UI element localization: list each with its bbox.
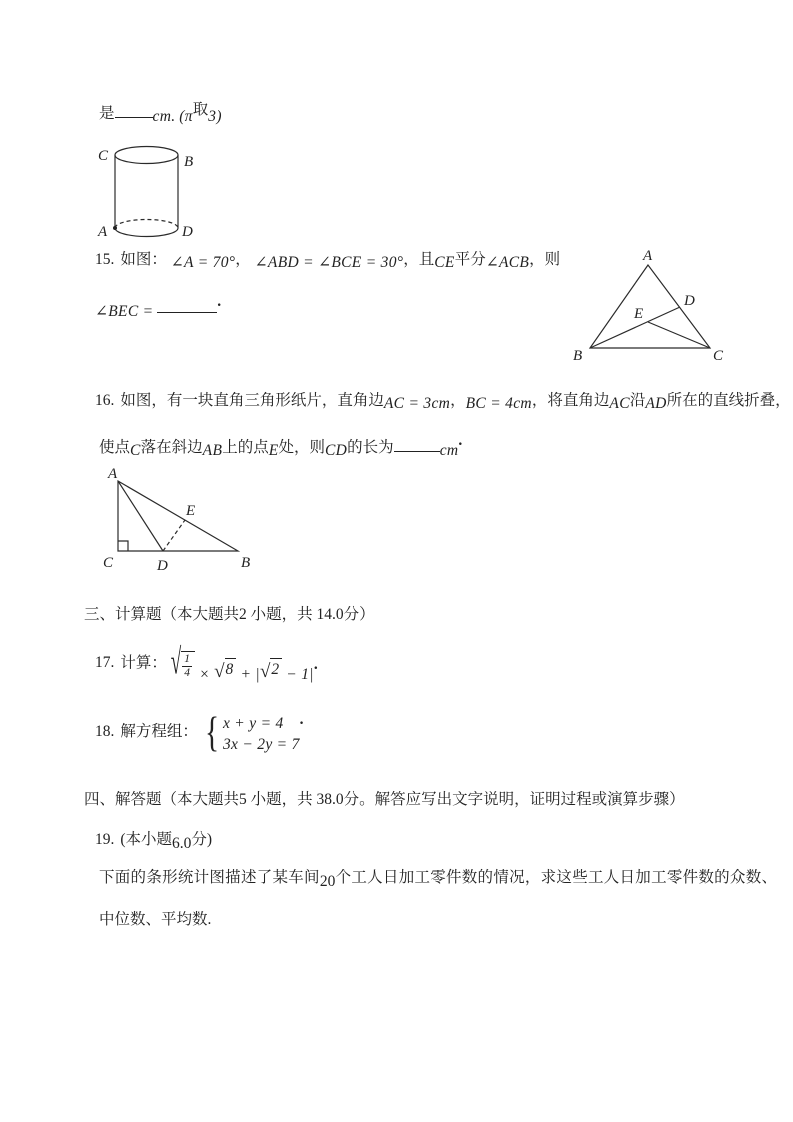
fraction-numerator: 1 — [182, 653, 192, 667]
q15-math-bec: ∠BEC = — [95, 303, 154, 320]
cylinder-diagram — [95, 136, 207, 248]
radical-sign: √ — [259, 661, 271, 683]
q16-comma1: ， — [450, 392, 466, 409]
right-angle-marker — [118, 541, 128, 551]
vertex-label-e: E — [634, 306, 644, 322]
question-16-line2 — [99, 432, 463, 459]
equation-system — [202, 710, 304, 757]
vertex-label-a: A — [98, 224, 108, 240]
vertex-label-b: B — [573, 348, 583, 364]
q16-text8: 处，则 — [278, 439, 326, 456]
q16-text2: ，将直角边 — [531, 392, 610, 409]
q14-prefix: 是 — [99, 105, 115, 122]
q14-pi-note: 取 — [192, 101, 209, 118]
q18-period: . — [299, 711, 304, 728]
q15-text-bisects: 平分 — [454, 251, 486, 268]
section-4-heading-text: 四、解答题（本大题共5 小题，共 38.0分。解答应写出文字说明，证明过程或演算步骤） — [84, 791, 685, 808]
q16-math-c: C — [130, 442, 141, 459]
section-3-heading — [84, 605, 375, 625]
q15-text-and: ，且 — [403, 251, 435, 268]
q17-period: . — [313, 656, 318, 674]
question-15-number: 15. — [95, 251, 115, 268]
fraction-one-fourth — [182, 653, 192, 680]
q19-para-b: 个工人日加工零件数的情况，求这些工人日加工零件数的众数、中位数、平均数. — [99, 869, 777, 928]
radicand — [181, 651, 195, 680]
radicand: 2 — [270, 658, 282, 680]
q16-math-bc4: BC = 4cm — [465, 395, 532, 412]
q16-math-e: E — [268, 442, 279, 459]
sqrt-two — [259, 658, 282, 683]
section-3-heading-text: 三、计算题（本大题共2 小题，共 14.0分） — [84, 606, 375, 623]
radical-sign: √ — [214, 661, 225, 683]
times-operator: × — [194, 666, 215, 684]
question-17-number: 17. — [95, 654, 115, 672]
vertex-label-b: B — [241, 555, 251, 571]
vertex-label-a: A — [108, 466, 118, 482]
q19-head-close: 分) — [191, 831, 213, 848]
q16-unit: cm — [439, 442, 459, 459]
q16-math-ab: AB — [202, 442, 223, 459]
question-18-number: 18. — [95, 723, 115, 741]
question-15-line1 — [95, 250, 560, 270]
fraction-denominator: 4 — [184, 667, 190, 680]
radicand: 8 — [225, 658, 237, 680]
q16-text4: 所在的直线折叠， — [666, 392, 791, 409]
vertex-label-d: D — [157, 558, 168, 574]
vertex-label-c: C — [98, 148, 109, 164]
question-19-paragraph — [99, 857, 777, 941]
q16-text5: 使点 — [99, 439, 131, 456]
q19-worker-count: 20 — [319, 873, 336, 890]
q16-period: . — [458, 432, 463, 449]
right-triangle-diagram-q16 — [95, 466, 270, 576]
question-17 — [95, 642, 318, 684]
q16-math-cd: CD — [325, 442, 348, 459]
q14-pi-open: (π — [179, 108, 193, 125]
q15-math-angles: ∠ABD = ∠BCE = 30° — [254, 254, 404, 271]
vertex-label-a: A — [643, 248, 653, 264]
q15-lead: 如图： — [120, 251, 167, 268]
sqrt-eight — [214, 658, 236, 683]
vertex-label-b: B — [184, 154, 194, 170]
equation-1: x + y = 4 — [222, 715, 284, 732]
q14-answer-blank — [115, 103, 153, 118]
plus-abs-operator: + | — [236, 666, 260, 684]
q16-math-ac3: AC = 3cm — [383, 395, 451, 412]
question-14-answer-line — [99, 103, 222, 124]
vertex-label-e: E — [186, 503, 196, 519]
triangle-diagram-q15 — [565, 248, 730, 363]
system-brace: { — [204, 710, 219, 757]
radical-sign: √ — [170, 643, 182, 684]
q17-label: 计算： — [120, 654, 167, 672]
question-19-number: 19. — [95, 831, 115, 848]
question-16-line1 — [95, 391, 791, 411]
vertex-label-c: C — [103, 555, 114, 571]
minus-one-abs: − 1| — [282, 666, 314, 684]
system-equations — [223, 713, 300, 755]
q19-para-a: 下面的条形统计图描述了某车间 — [99, 869, 320, 886]
q15-math-acb: ∠ACB — [485, 254, 530, 271]
cylinder-bottom-back-arc — [115, 220, 178, 229]
question-15-line2 — [95, 293, 222, 320]
q15-math-angle-a: ∠A = 70° — [170, 254, 236, 271]
q18-label: 解方程组： — [120, 723, 198, 741]
question-18 — [95, 703, 304, 757]
equation-2: 3x − 2y = 7 — [222, 736, 300, 753]
question-16-number: 16. — [95, 392, 115, 409]
vertex-label-d: D — [684, 293, 695, 309]
q19-points: 6.0 — [172, 835, 192, 852]
q16-text9: 的长为 — [347, 439, 394, 456]
q15-period: . — [217, 293, 222, 310]
q15-comma1: ， — [235, 251, 251, 268]
cylinder-bottom-front-arc — [115, 228, 178, 237]
q14-pi-close: 3) — [208, 108, 222, 125]
sqrt-fraction — [170, 643, 195, 684]
cylinder-top-ellipse — [115, 147, 178, 164]
q16-math-ad: AD — [645, 395, 667, 412]
section-4-heading — [84, 790, 685, 810]
q15-text-then: ，则 — [529, 251, 561, 268]
q15-math-ce: CE — [434, 254, 455, 271]
q14-unit: cm. — [152, 108, 176, 125]
q16-text1: 如图，有一块直角三角形纸片，直角边 — [120, 392, 384, 409]
vertex-label-d: D — [182, 224, 193, 240]
q16-text7: 上的点 — [222, 439, 269, 456]
q16-math-ac: AC — [609, 395, 630, 412]
q19-head-open: (本小题 — [120, 831, 173, 848]
right-triangle-abc — [118, 481, 238, 551]
q16-answer-blank — [394, 437, 440, 452]
segment-de-dashed — [163, 520, 185, 551]
q15-answer-blank — [157, 298, 217, 313]
q16-text6: 落在斜边 — [140, 439, 203, 456]
question-19-header — [95, 830, 212, 850]
vertex-point-a — [113, 226, 117, 230]
q17-formula — [170, 643, 318, 684]
q16-text3: 沿 — [629, 392, 646, 409]
vertex-label-c: C — [713, 348, 724, 364]
